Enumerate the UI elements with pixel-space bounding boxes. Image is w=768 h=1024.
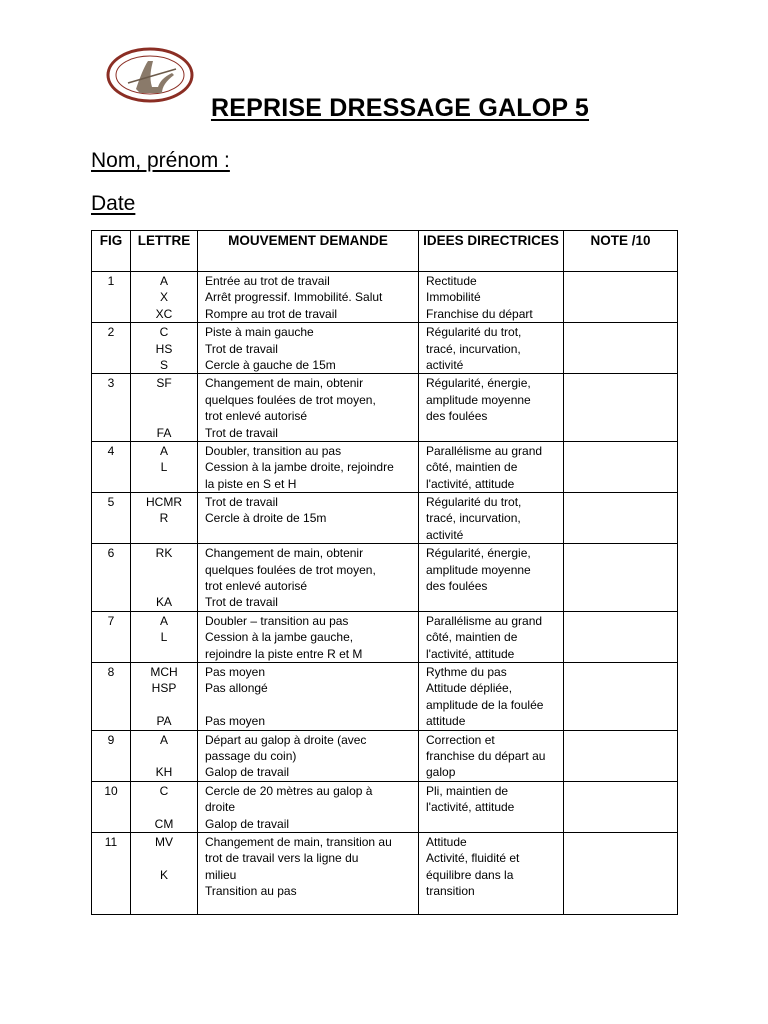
cell-lettre <box>131 781 198 832</box>
cell-lettre-line: MCH <box>150 664 178 679</box>
cell-idees-line: Régularité du trot, <box>426 325 522 340</box>
cell-lettre-line: R <box>159 511 169 526</box>
table-row <box>92 832 678 914</box>
fig-number: 5 <box>107 495 115 510</box>
header-fig: FIG <box>92 231 131 272</box>
cell-lettre-line: PA <box>156 714 172 729</box>
cell-idees-line: amplitude de la foulée <box>426 697 544 712</box>
cell-idees-line: des foulées <box>426 579 488 594</box>
cell-mouvement-line: Pas moyen <box>205 664 266 679</box>
cell-mouvement-line: Cession à la jambe gauche, <box>205 630 354 645</box>
cell-mouvement-line: trot de travail vers la ligne du <box>205 851 359 866</box>
cell-mouvement-line: Changement de main, transition au <box>205 834 392 849</box>
table-row <box>92 662 678 730</box>
name-label: Nom, prénom : <box>91 149 230 172</box>
cell-idees-line: l'activité, attitude <box>426 800 515 815</box>
cell-mouvement-line: Arrêt progressif. Immobilité. Salut <box>205 290 383 305</box>
cell-mouvement-line: Galop de travail <box>205 765 290 780</box>
cell-mouvement-line: milieu <box>205 867 237 882</box>
cell-idees <box>419 611 564 662</box>
cell-fig <box>92 662 131 730</box>
cell-mouvement-line: Départ au galop à droite (avec <box>205 732 367 747</box>
cell-idees-line: tracé, incurvation, <box>426 341 521 356</box>
cell-idees-line: attitude <box>426 714 466 729</box>
cell-mouvement-line: Pas allongé <box>205 681 268 696</box>
cell-mouvement-line: Trot de travail <box>205 495 278 510</box>
cell-mouvement-line: Transition au pas <box>205 884 297 899</box>
table-row <box>92 544 678 612</box>
table-header-row <box>92 231 678 272</box>
cell-lettre <box>131 272 198 323</box>
cell-idees <box>419 374 564 442</box>
cell-mouvement-line: Cercle à droite de 15m <box>205 511 327 526</box>
cell-fig <box>92 493 131 544</box>
cell-idees-line: Régularité du trot, <box>426 495 522 510</box>
cell-lettre-line <box>131 799 197 815</box>
fig-number: 1 <box>107 274 115 288</box>
cell-mouvement-line: Trot de travail <box>205 595 278 610</box>
cell-fig <box>92 544 131 612</box>
cell-lettre-line <box>131 578 197 594</box>
cell-lettre-line: HS <box>155 341 173 356</box>
cell-mouvement <box>198 374 419 442</box>
cell-idees-line: activité <box>426 357 464 372</box>
table-row <box>92 730 678 781</box>
fig-number: 3 <box>107 376 115 391</box>
table-row <box>92 781 678 832</box>
cell-idees-line: Immobilité <box>426 290 481 305</box>
cell-idees-line: amplitude moyenne <box>426 392 531 407</box>
cell-idees-line: transition <box>426 884 475 899</box>
cell-mouvement-line: trot enlevé autorisé <box>205 409 308 424</box>
cell-idees <box>419 662 564 730</box>
cell-mouvement-line: Pas moyen <box>205 714 266 729</box>
table-row <box>92 611 678 662</box>
cell-mouvement-line: Cercle à gauche de 15m <box>205 357 336 372</box>
cell-fig <box>92 323 131 374</box>
cell-lettre <box>131 374 198 442</box>
cell-idees-line: tracé, incurvation, <box>426 511 521 526</box>
cell-lettre-line: C <box>159 783 169 798</box>
cell-idees <box>419 493 564 544</box>
cell-lettre-line <box>131 392 197 408</box>
cell-lettre-line: C <box>159 325 169 340</box>
cell-lettre-line: A <box>159 274 168 288</box>
cell-idees-line: des foulées <box>426 409 488 424</box>
fig-number: 10 <box>104 783 118 798</box>
cell-mouvement <box>198 272 419 323</box>
cell-idees <box>419 730 564 781</box>
cell-mouvement-line: passage du coin) <box>205 748 297 763</box>
cell-mouvement <box>198 544 419 612</box>
cell-fig <box>92 781 131 832</box>
fig-number: 2 <box>107 325 115 340</box>
cell-idees-line: Régularité, énergie, <box>426 376 531 391</box>
cell-lettre-line <box>131 697 197 713</box>
cell-fig <box>92 832 131 914</box>
cell-fig <box>92 272 131 323</box>
cell-idees-line: côté, maintien de <box>426 460 518 475</box>
date-label: Date <box>91 192 136 215</box>
cell-lettre-line: KA <box>155 595 172 610</box>
cell-lettre-line <box>131 562 197 578</box>
cell-note[interactable] <box>564 323 678 374</box>
fig-number: 6 <box>107 546 115 561</box>
cell-idees <box>419 272 564 323</box>
cell-idees-line: Régularité, énergie, <box>426 546 531 561</box>
cell-idees-line: Rectitude <box>426 274 477 288</box>
cell-mouvement-line: Piste à main gauche <box>205 325 314 340</box>
fig-number: 11 <box>104 834 118 849</box>
cell-note[interactable] <box>564 781 678 832</box>
cell-mouvement-line: Changement de main, obtenir <box>205 376 364 391</box>
cell-lettre-line: SF <box>156 376 172 391</box>
cell-lettre-line: HCMR <box>146 495 182 510</box>
cell-idees-line: l'activité, attitude <box>426 476 515 491</box>
fig-number: 4 <box>107 443 115 458</box>
cell-lettre-line: S <box>159 357 168 372</box>
cell-idees <box>419 781 564 832</box>
cell-lettre <box>131 544 198 612</box>
cell-mouvement-line: rejoindre la piste entre R et M <box>205 646 363 661</box>
cell-mouvement <box>198 781 419 832</box>
cell-note[interactable] <box>564 544 678 612</box>
cell-lettre <box>131 323 198 374</box>
cell-mouvement-line: Cession à la jambe droite, rejoindre <box>205 460 394 475</box>
cell-idees-line: Rythme du pas <box>426 664 507 679</box>
cell-mouvement-line <box>205 697 418 713</box>
cell-note[interactable] <box>564 662 678 730</box>
header-mouvement: MOUVEMENT DEMANDE <box>198 231 419 272</box>
cell-lettre-line: A <box>159 732 168 747</box>
cell-mouvement-line: Doubler – transition au pas <box>205 613 349 628</box>
cell-mouvement-line: Trot de travail <box>205 341 278 356</box>
cell-idees-line: l'activité, attitude <box>426 646 515 661</box>
cell-mouvement <box>198 730 419 781</box>
cell-mouvement <box>198 441 419 492</box>
cell-mouvement-line: Trot de travail <box>205 425 278 440</box>
cell-idees-line: Pli, maintien de <box>426 783 509 798</box>
cell-idees <box>419 832 564 914</box>
cell-note[interactable] <box>564 272 678 323</box>
page-title: REPRISE DRESSAGE GALOP 5 <box>210 94 590 122</box>
cell-lettre-line <box>131 748 197 764</box>
cell-idees-line: Activité, fluidité et <box>426 851 520 866</box>
cell-note[interactable] <box>564 493 678 544</box>
cell-lettre-line: X <box>159 290 168 305</box>
cell-lettre-line: HSP <box>151 681 177 696</box>
cell-mouvement-line: trot enlevé autorisé <box>205 579 308 594</box>
cell-fig <box>92 730 131 781</box>
cell-idees-line: amplitude moyenne <box>426 562 531 577</box>
table-row <box>92 374 678 442</box>
cell-idees-line: Correction et <box>426 732 495 747</box>
table-row <box>92 323 678 374</box>
cell-idees-line: Franchise du départ <box>426 306 533 321</box>
cell-note[interactable] <box>564 374 678 442</box>
fig-number: 7 <box>107 613 115 628</box>
cell-mouvement <box>198 493 419 544</box>
cell-lettre-line: RK <box>155 546 173 561</box>
cell-lettre-line: CM <box>154 816 174 831</box>
cell-idees <box>419 441 564 492</box>
cell-idees-line: côté, maintien de <box>426 630 518 645</box>
cell-mouvement <box>198 832 419 914</box>
cell-mouvement <box>198 662 419 730</box>
cell-lettre-line: A <box>159 613 168 628</box>
cell-mouvement-line: Cercle de 20 mètres au galop à <box>205 783 373 798</box>
cell-idees-line: galop <box>426 765 456 780</box>
cell-mouvement-line: la piste en S et H <box>205 476 297 491</box>
table-row <box>92 493 678 544</box>
cell-idees-line: Parallélisme au grand <box>426 613 543 628</box>
table-body <box>92 272 678 915</box>
fig-number: 9 <box>107 732 115 747</box>
cell-idees-line: Parallélisme au grand <box>426 443 543 458</box>
cell-mouvement-line: Galop de travail <box>205 816 290 831</box>
cell-note[interactable] <box>564 730 678 781</box>
cell-idees-line: activité <box>426 527 464 542</box>
cell-idees <box>419 323 564 374</box>
header-idees: IDEES DIRECTRICES <box>419 231 564 272</box>
cell-mouvement-line: Entrée au trot de travail <box>205 274 330 288</box>
cell-lettre-line: K <box>159 867 168 882</box>
fig-number: 8 <box>107 664 115 679</box>
cell-note[interactable] <box>564 832 678 914</box>
table-row <box>92 441 678 492</box>
cell-mouvement-line: Doubler, transition au pas <box>205 443 342 458</box>
cell-idees-line: Attitude dépliée, <box>426 681 513 696</box>
table-row <box>92 272 678 323</box>
cell-idees <box>419 544 564 612</box>
cell-lettre-line <box>131 408 197 424</box>
cell-lettre <box>131 662 198 730</box>
cell-fig <box>92 374 131 442</box>
cell-fig <box>92 441 131 492</box>
cell-lettre-line: FA <box>156 425 172 440</box>
cell-note[interactable] <box>564 441 678 492</box>
cell-mouvement-line: quelques foulées de trot moyen, <box>205 392 376 407</box>
cell-note[interactable] <box>564 611 678 662</box>
cell-lettre-line: A <box>159 443 168 458</box>
cell-mouvement <box>198 611 419 662</box>
dressage-table <box>91 230 678 915</box>
cell-lettre-line <box>131 850 197 866</box>
cell-mouvement-line: quelques foulées de trot moyen, <box>205 562 376 577</box>
cell-idees-line: Attitude <box>426 834 467 849</box>
cell-lettre <box>131 832 198 914</box>
cell-mouvement-line: Changement de main, obtenir <box>205 546 364 561</box>
cell-lettre <box>131 441 198 492</box>
cell-lettre <box>131 493 198 544</box>
cell-lettre-line: L <box>160 460 168 475</box>
cell-lettre-line: XC <box>155 306 173 321</box>
header-lettre: LETTRE <box>131 231 198 272</box>
cell-mouvement <box>198 323 419 374</box>
cell-lettre <box>131 611 198 662</box>
cell-lettre-line: KH <box>155 765 173 780</box>
cell-mouvement-line: Rompre au trot de travail <box>205 306 338 321</box>
cell-lettre-line: L <box>160 630 168 645</box>
cell-idees-line: équilibre dans la <box>426 867 514 882</box>
cell-mouvement-line: droite <box>205 800 236 815</box>
header-note: NOTE /10 <box>564 231 678 272</box>
cell-idees-line: franchise du départ au <box>426 748 546 763</box>
cell-lettre-line: MV <box>155 834 173 849</box>
cell-fig <box>92 611 131 662</box>
cell-lettre <box>131 730 198 781</box>
